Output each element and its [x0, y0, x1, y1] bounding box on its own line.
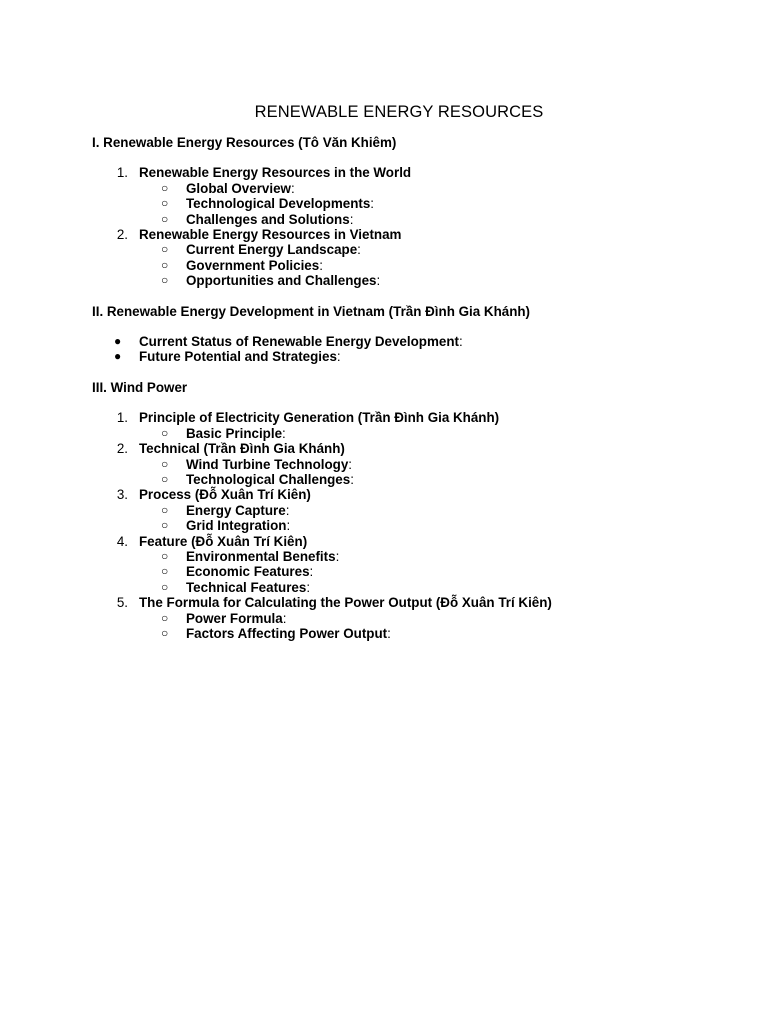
circle-bullet-icon: ○ — [161, 242, 169, 257]
circle-bullet-icon: ○ — [161, 196, 169, 211]
section-heading: II. Renewable Energy Development in Vietnam (Trần Đình Gia Khánh) — [92, 303, 531, 319]
list-item-title: Future Potential and Strategies — [139, 349, 337, 365]
list-item-title: Process (Đỗ Xuân Trí Kiên) — [139, 487, 311, 503]
sub-list-item — [139, 472, 708, 487]
sub-item-colon: : — [335, 548, 340, 564]
sub-item-colon: : — [350, 471, 354, 487]
sub-item-label: Opportunities and Challenges — [186, 273, 377, 289]
sub-item-colon: : — [357, 242, 361, 258]
sub-item-colon: : — [286, 518, 291, 534]
list-item — [92, 227, 708, 289]
list-number: 1. — [116, 165, 128, 181]
sub-list-item — [139, 518, 708, 533]
sub-item-colon: : — [309, 564, 314, 580]
circle-bullet-icon: ○ — [161, 180, 169, 195]
list-item-title: Renewable Energy Resources in Vietnam — [139, 227, 402, 243]
circle-bullet-icon: ○ — [161, 456, 169, 471]
sub-list-item — [139, 212, 708, 227]
sub-list — [139, 611, 708, 642]
sub-item-colon: : — [282, 425, 286, 441]
filled-bullet-icon: ● — [114, 349, 122, 364]
list-number: 1. — [116, 410, 128, 426]
filled-bullet-icon: ● — [114, 334, 122, 349]
sub-list-item — [139, 549, 708, 564]
sub-list-item — [139, 611, 708, 626]
sub-list-item — [139, 564, 708, 579]
sub-list-item — [139, 196, 708, 211]
list-item-title: The Formula for Calculating the Power Output (Đỗ Xuân Trí Kiên) — [139, 595, 552, 611]
circle-bullet-icon: ○ — [161, 625, 169, 640]
sub-item-label: Economic Features — [186, 564, 310, 580]
sub-list — [139, 457, 708, 488]
sub-list-item — [139, 503, 708, 518]
sub-item-label: Technical Features — [186, 579, 307, 595]
sub-item-label: Global Overview — [186, 180, 291, 196]
circle-bullet-icon: ○ — [161, 502, 169, 517]
list-item — [92, 441, 708, 487]
list-item-colon: : — [336, 349, 341, 365]
sub-list — [139, 426, 708, 441]
circle-bullet-icon: ○ — [161, 273, 169, 288]
sub-list-item — [139, 258, 708, 273]
numbered-list — [92, 165, 708, 288]
sub-list — [139, 242, 708, 288]
circle-bullet-icon: ○ — [161, 518, 169, 533]
sub-item-label: Grid Integration — [186, 518, 287, 534]
list-item-title: Current Status of Renewable Energy Development — [139, 334, 459, 350]
list-number: 3. — [116, 487, 128, 503]
sub-item-colon: : — [282, 610, 287, 626]
sub-item-colon: : — [319, 257, 323, 273]
circle-bullet-icon: ○ — [161, 610, 169, 625]
list-number: 4. — [116, 533, 128, 549]
sub-item-label: Technological Developments — [186, 196, 371, 212]
list-item — [92, 165, 708, 227]
sub-item-label: Technological Challenges — [186, 471, 351, 487]
circle-bullet-icon: ○ — [161, 425, 169, 440]
sub-list — [139, 549, 708, 595]
list-item — [92, 410, 708, 441]
sub-item-label: Government Policies — [186, 257, 320, 273]
sub-list-item — [139, 181, 708, 196]
sub-list-item — [139, 457, 708, 472]
bulleted-list — [92, 334, 708, 365]
list-item — [92, 487, 708, 533]
list-item-title: Renewable Energy Resources in the World — [139, 165, 412, 181]
circle-bullet-icon: ○ — [161, 471, 169, 486]
list-item-title: Feature (Đỗ Xuân Trí Kiên) — [139, 533, 308, 549]
sub-list — [139, 503, 708, 534]
sub-item-colon: : — [306, 579, 311, 595]
section-heading: III. Wind Power — [92, 379, 188, 395]
circle-bullet-icon: ○ — [161, 564, 169, 579]
sub-item-label: Challenges and Solutions — [186, 211, 350, 227]
sub-item-colon: : — [370, 196, 375, 212]
section-heading: I. Renewable Energy Resources (Tô Văn Khiêm) — [92, 135, 397, 150]
list-item — [92, 349, 708, 364]
sub-item-label: Power Formula — [186, 610, 283, 626]
sub-item-colon: : — [285, 502, 290, 518]
list-number: 2. — [116, 441, 128, 457]
list-item — [92, 334, 708, 349]
sub-item-label: Wind Turbine Technology — [186, 456, 349, 472]
sub-item-label: Current Energy Landscape — [186, 242, 358, 258]
sub-item-label: Energy Capture — [186, 502, 286, 518]
sub-list-item — [139, 426, 708, 441]
sub-list-item — [139, 626, 708, 641]
sub-list — [139, 181, 708, 227]
sub-item-colon: : — [290, 180, 295, 196]
list-number: 2. — [116, 227, 128, 243]
sub-item-colon: : — [348, 456, 353, 472]
list-item-title: Technical (Trần Đình Gia Khánh) — [139, 441, 345, 457]
document-title: RENEWABLE ENERGY RESOURCES — [254, 103, 544, 121]
list-item-colon: : — [458, 334, 463, 350]
sub-item-colon: : — [349, 211, 354, 227]
list-item — [92, 534, 708, 596]
sub-list-item — [139, 242, 708, 257]
list-item — [92, 595, 708, 641]
sub-list-item — [139, 273, 708, 288]
sub-list-item — [139, 580, 708, 595]
sub-item-colon: : — [376, 273, 381, 289]
circle-bullet-icon: ○ — [161, 211, 169, 226]
circle-bullet-icon: ○ — [161, 579, 169, 594]
sub-item-label: Basic Principle — [186, 425, 283, 441]
circle-bullet-icon: ○ — [161, 548, 169, 563]
circle-bullet-icon: ○ — [161, 257, 169, 272]
sub-item-label: Factors Affecting Power Output — [186, 625, 388, 641]
list-item-title: Principle of Electricity Generation (Trần Đình Gia Khánh) — [139, 410, 500, 426]
sub-item-colon: : — [387, 625, 391, 641]
numbered-list — [92, 410, 708, 641]
list-number: 5. — [116, 595, 128, 611]
sub-item-label: Environmental Benefits — [186, 548, 336, 564]
